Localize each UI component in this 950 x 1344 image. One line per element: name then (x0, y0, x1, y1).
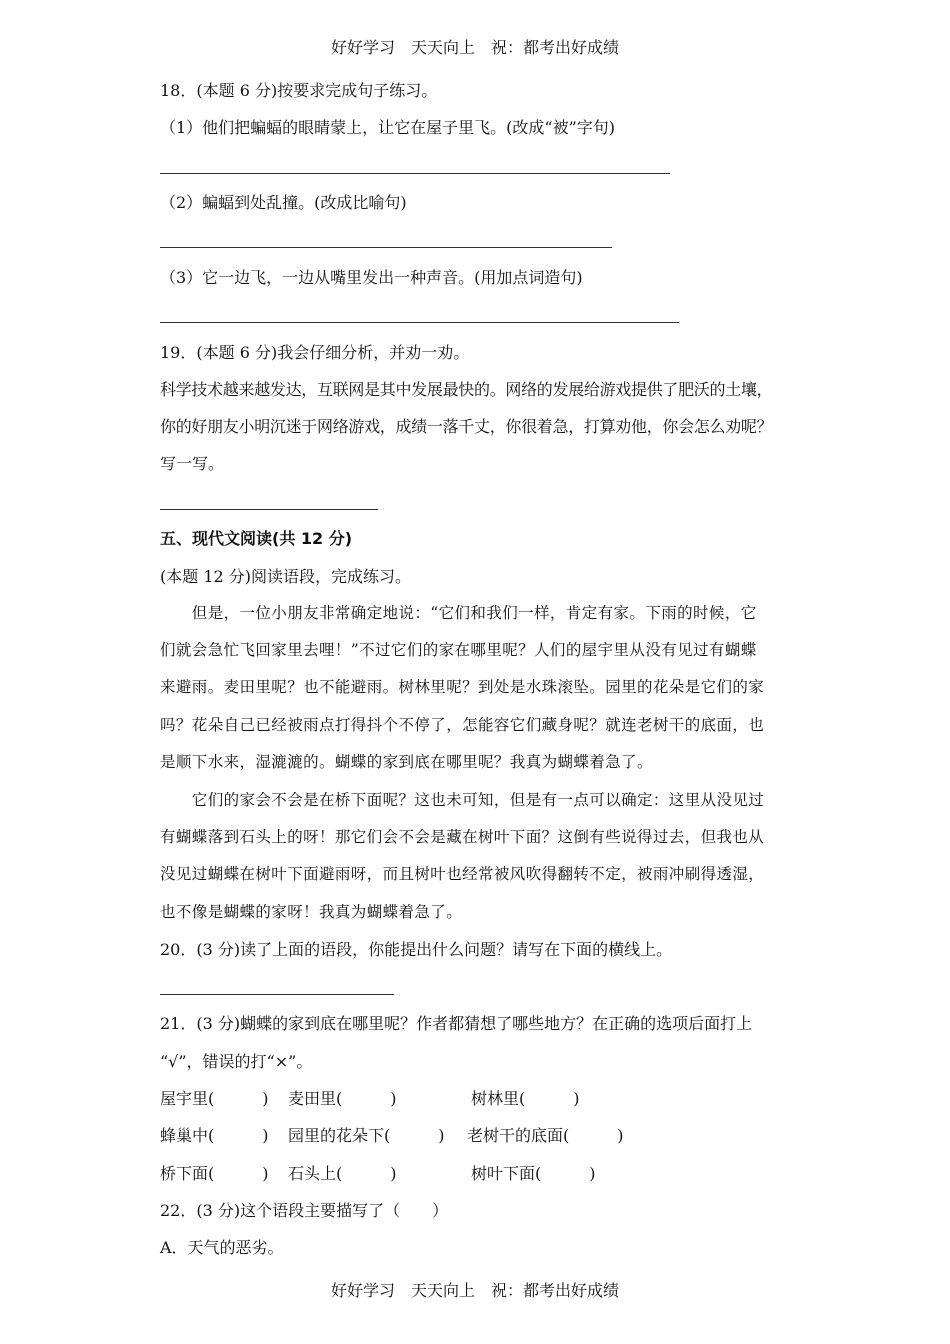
q18-item-1: （1）他们把蝙蝠的眼睛蒙上，让它在屋子里飞。(改成“被”字句) (160, 118, 616, 137)
passage-line-2: 们就会急忙飞回家里去哩！”不过它们的家在哪里呢？人们的屋宇里从没有见过有蝴蝶 (160, 641, 757, 659)
passage-line-9: 也不像是蝴蝶的家呀！我真为蝴蝶着急了。 (160, 903, 463, 921)
q19-line-3: 写一写。 (160, 454, 225, 473)
passage-line-5: 是顺下水来，湿漉漉的。蝴蝶的家到底在哪里呢？我真为蝴蝶着急了。 (160, 753, 653, 771)
q18-answer-line-3[interactable] (160, 322, 679, 323)
q21-title-line-2: “√”，错误的打“×”。 (160, 1052, 313, 1071)
q18-answer-line-2[interactable] (160, 247, 612, 248)
q21-option-tree-trunk[interactable]: 老树干的底面( ) (467, 1126, 624, 1145)
q21-option-beehive[interactable]: 蜂巢中( ) (160, 1126, 269, 1145)
passage-line-3: 来避雨。麦田里呢？也不能避雨。树林里呢？到处是水珠滚坠。园里的花朵是它们的家 (160, 678, 765, 696)
q21-title-line-1: 21．(3 分)蝴蝶的家到底在哪里呢？作者都猜想了哪些地方？在正确的选项后面打上 (160, 1014, 753, 1033)
q21-option-woods[interactable]: 树林里( ) (471, 1089, 580, 1108)
passage-line-8: 没见过蝴蝶在树叶下面避雨呀，而且树叶也经常被风吹得翻转不定，被雨冲刷得透湿， (160, 865, 765, 883)
q21-option-houses[interactable]: 屋宇里( ) (160, 1089, 269, 1108)
q22-title: 22．(3 分)这个语段主要描写了（ ） (160, 1201, 449, 1220)
passage-line-1: 但是，一位小朋友非常确定地说：“它们和我们一样，肯定有家。下雨的时候，它 (160, 604, 757, 622)
q20-title: 20．(3 分)读了上面的语段，你能提出什么问题？请写在下面的横线上。 (160, 940, 673, 959)
q21-option-wheat-field[interactable]: 麦田里( ) (288, 1089, 397, 1108)
q18-title: 18．(本题 6 分)按要求完成句子练习。 (160, 81, 438, 100)
q19-title: 19．(本题 6 分)我会仔细分析，并劝一劝。 (160, 343, 470, 362)
page-header: 好好学习 天天向上 祝：都考出好成绩 (330, 38, 619, 57)
section5-title: 五、现代文阅读(共 12 分) (160, 529, 353, 548)
q19-line-2: 你的好朋友小明沉迷于网络游戏，成绩一落千丈，你很着急，打算劝他，你会怎么劝呢？ (160, 417, 773, 436)
passage-line-7: 有蝴蝶落到石头上的呀！那它们会不会是藏在树叶下面？这倒有些说得过去，但我也从 (160, 828, 765, 846)
q18-item-2: （2）蝙蝠到处乱撞。(改成比喻句) (160, 193, 407, 212)
q19-line-1: 科学技术越来越发达，互联网是其中发展最快的。网络的发展给游戏提供了肥沃的土壤， (160, 380, 773, 399)
q21-option-flowers[interactable]: 园里的花朵下( ) (288, 1126, 445, 1145)
page-footer: 好好学习 天天向上 祝：都考出好成绩 (330, 1281, 619, 1300)
passage-line-6: 它们的家会不会是在桥下面呢？这也未可知，但是有一点可以确定：这里从没见过 (160, 791, 765, 809)
q21-option-on-stones[interactable]: 石头上( ) (288, 1164, 397, 1183)
passage-line-4: 吗？花朵自己已经被雨点打得抖个不停了，怎能容它们藏身呢？就连老树干的底面，也 (160, 716, 765, 734)
section5-intro: (本题 12 分)阅读语段，完成练习。 (160, 567, 412, 586)
q22-option-a[interactable]: A．天气的恶劣。 (160, 1238, 284, 1257)
q21-option-under-leaves[interactable]: 树叶下面( ) (471, 1164, 596, 1183)
q20-answer-line[interactable] (160, 994, 394, 995)
q18-answer-line-1[interactable] (160, 173, 670, 174)
q21-option-under-bridge[interactable]: 桥下面( ) (160, 1164, 269, 1183)
q19-answer-line[interactable] (160, 509, 378, 510)
q18-item-3: （3）它一边飞，一边从嘴里发出一种声音。(用加点词造句) (160, 268, 583, 287)
